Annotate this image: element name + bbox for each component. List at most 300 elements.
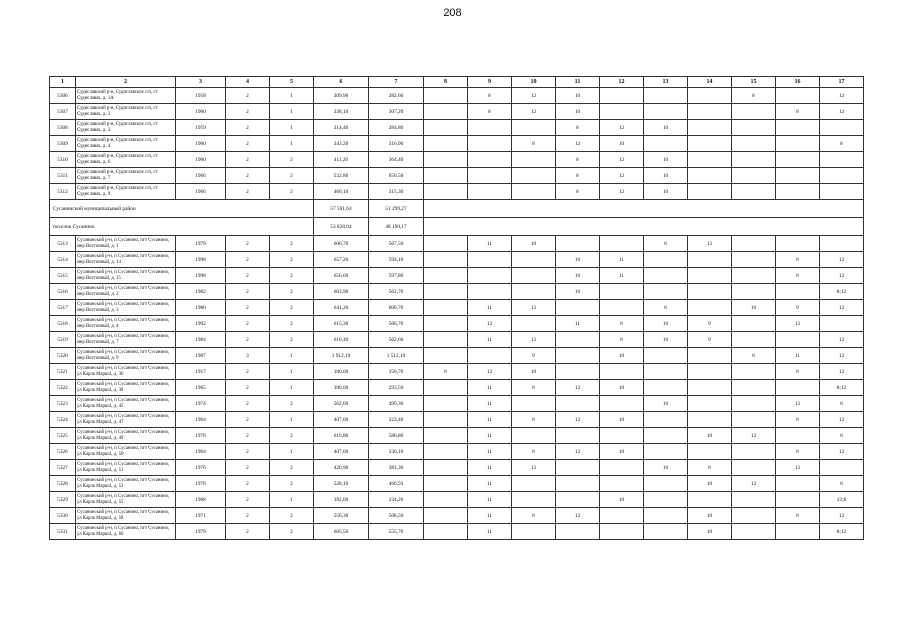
table-cell [688,492,732,508]
table-cell: 10 [688,428,732,444]
table-cell [424,428,468,444]
table-cell: 12 [732,476,776,492]
column-header: 12 [600,77,644,88]
table-cell [732,104,776,120]
table-cell: 5312 [50,184,76,200]
table-cell: 12 [820,348,864,364]
table-cell [512,252,556,268]
table-cell [776,332,820,348]
table-cell: 597,80 [369,268,424,284]
table-cell [776,492,820,508]
table-cell: 12 [468,364,512,380]
table-row [50,524,864,540]
table-cell: 2 [270,236,314,252]
table-cell: 12 [512,332,556,348]
table-cell [776,524,820,540]
table-cell [424,252,468,268]
table-cell: 1982 [176,284,226,300]
table-cell [600,476,644,492]
table-cell [644,412,688,428]
table-cell [688,152,732,168]
table-cell: 603,90 [314,284,369,300]
table-cell: 600,70 [369,300,424,316]
table-cell [644,444,688,460]
table-cell [820,184,864,200]
table-cell: 8 [556,168,600,184]
table-cell: 2 [270,168,314,184]
table-cell: 11 [468,508,512,524]
table-cell [424,152,468,168]
table-cell [424,476,468,492]
table-cell: 8 [556,184,600,200]
table-cell: 8 [688,460,732,476]
table-cell: 2 [226,268,270,284]
table-cell [732,508,776,524]
table-cell [688,444,732,460]
table-row [50,508,864,524]
table-cell [732,444,776,460]
table-row [50,492,864,508]
table-cell [688,168,732,184]
address-cell: Сусанинский р-н, п Сусанино, пгт Сусанино, ул Карла Маркса, д. 58 [76,508,176,524]
table-cell [424,136,468,152]
table-cell [644,104,688,120]
address-cell: Судиславский р-н, Судиславское с/п, ст Судиславль, д. 9 [76,184,176,200]
registry-table [49,76,864,540]
table-cell [512,268,556,284]
address-cell: Сусанинский р-н, п Сусанино, пгт Сусанино, мкр Восточный, д. 2 [76,284,176,300]
table-cell: 5328 [50,476,76,492]
table-cell: 5320 [50,348,76,364]
table-cell: 12;8 [820,492,864,508]
table-cell: 8 [424,364,468,380]
table-row [50,460,864,476]
table-cell [556,236,600,252]
table-cell: 330,10 [369,444,424,460]
table-cell: 1 [270,444,314,460]
table-cell [732,184,776,200]
table-cell [732,492,776,508]
column-header: 1 [50,77,76,88]
table-row [50,252,864,268]
table-cell: 5308 [50,120,76,136]
table-row [50,104,864,120]
table-cell [688,396,732,412]
table-cell: 1964 [176,444,226,460]
table-cell: 605,50 [314,524,369,540]
table-cell: 10 [556,252,600,268]
table-cell: 12 [732,428,776,444]
table-cell: 5321 [50,364,76,380]
table-cell: 381,30 [369,460,424,476]
table-cell [424,444,468,460]
table-cell: 1 [270,348,314,364]
table-cell: 11 [468,412,512,428]
table-cell: 390,00 [314,380,369,396]
table-cell [468,252,512,268]
table-cell: 2 [226,236,270,252]
column-header: 8 [424,77,468,88]
table-cell: 10 [600,380,644,396]
table-cell: 8 [732,348,776,364]
table-cell: 5326 [50,444,76,460]
table-cell: 5317 [50,300,76,316]
column-header: 4 [226,77,270,88]
table-cell: 156,70 [369,364,424,380]
table-cell: 2 [226,252,270,268]
table-cell [688,364,732,380]
table-cell: 11 [556,316,600,332]
table-cell: 10 [644,152,688,168]
table-cell [644,268,688,284]
table-cell: 12 [820,104,864,120]
table-cell: 1 [270,88,314,104]
table-cell: 316,90 [369,136,424,152]
table-cell [776,168,820,184]
table-cell: 284,80 [369,120,424,136]
address-cell: Сусанинский р-н, п Сусанино, пгт Сусанино, мкр Восточный, д. 7 [76,332,176,348]
table-cell: 2 [270,184,314,200]
table-row [50,348,864,364]
table-cell: 10 [556,104,600,120]
table-cell [512,428,556,444]
summary-area-living: 51 299,27 [369,200,424,218]
table-cell [688,252,732,268]
table-cell: 10 [600,412,644,428]
table-cell: 5329 [50,492,76,508]
address-cell: Сусанинский р-н, п Сусанино, пгт Сусанино, ул Карла Маркса, д. 47 [76,412,176,428]
table-cell: 8 [644,300,688,316]
table-cell [556,300,600,316]
summary-label: Сусанинский муниципальный район [50,200,314,218]
table-cell [732,252,776,268]
table-cell: 364,40 [369,152,424,168]
table-cell: 10 [512,236,556,252]
table-cell: 10 [600,444,644,460]
table-cell: 5323 [50,396,76,412]
table-cell [512,152,556,168]
table-cell [644,380,688,396]
table-cell [820,460,864,476]
table-cell: 8 [820,428,864,444]
table-cell: 1 [270,104,314,120]
table-cell: 1998 [176,252,226,268]
table-cell [732,332,776,348]
table-cell [776,120,820,136]
table-cell: 2 [270,284,314,300]
table-cell: 2 [226,444,270,460]
table-cell: 8 [468,104,512,120]
table-cell: 8 [820,396,864,412]
address-cell: Судиславский р-н, Судиславское с/п, ст Судиславль, д. 2 [76,104,176,120]
table-row [50,152,864,168]
table-cell: 10 [512,364,556,380]
table-cell: 8 [776,268,820,284]
table-cell [776,428,820,444]
table-cell: 528,10 [314,476,369,492]
table-cell: 5330 [50,508,76,524]
table-cell [512,396,556,412]
table-cell [424,268,468,284]
table-cell [776,136,820,152]
table-cell [732,412,776,428]
address-cell: Сусанинский р-н, п Сусанино, пгт Сусанино, мкр Восточный, д. 1 [76,236,176,252]
table-cell: 10 [688,476,732,492]
table-cell: 11 [468,236,512,252]
table-cell: 5316 [50,284,76,300]
table-cell [600,88,644,104]
table-cell: 657,20 [314,252,369,268]
table-cell: 12 [600,184,644,200]
table-cell [468,136,512,152]
table-cell: 2 [226,332,270,348]
table-row [50,316,864,332]
table-cell [468,168,512,184]
table-cell [688,120,732,136]
table-cell [820,168,864,184]
table-cell: 282,60 [369,88,424,104]
table-cell: 606,70 [314,236,369,252]
table-cell [468,184,512,200]
table-cell: 12 [820,300,864,316]
table-cell: 2 [226,300,270,316]
table-cell [556,460,600,476]
table-cell: 1966 [176,184,226,200]
column-header: 7 [369,77,424,88]
address-cell: Сусанинский р-н, п Сусанино, пгт Сусанино, ул Карла Маркса, д. 36 [76,364,176,380]
table-cell: 567,50 [369,236,424,252]
table-cell: 392,00 [314,492,369,508]
table-cell: 2 [226,524,270,540]
table-cell [424,412,468,428]
table-cell [688,284,732,300]
column-header: 10 [512,77,556,88]
address-cell: Сусанинский р-н, п Сусанино, пгт Сусанино, ул Карла Маркса, д. 55 [76,492,176,508]
table-cell: 2 [226,136,270,152]
table-cell: 2 [270,252,314,268]
table-cell: 5327 [50,460,76,476]
column-header: 15 [732,77,776,88]
table-cell: 5322 [50,380,76,396]
table-cell [424,508,468,524]
table-cell: 2 [270,428,314,444]
table-cell: 8 [600,316,644,332]
table-cell [820,120,864,136]
table-cell: 8 [512,380,556,396]
table-cell: 12 [820,268,864,284]
address-cell: Судиславский р-н, Судиславское с/п, ст Судиславль, д. 1А [76,88,176,104]
table-cell: 1980 [176,300,226,316]
address-cell: Сусанинский р-н, п Сусанино, пгт Сусанино, мкр Восточный, д. 15 [76,268,176,284]
table-row [50,364,864,380]
table-cell: 8 [776,508,820,524]
table-cell: 1960 [176,136,226,152]
table-cell: 1965 [176,380,226,396]
table-cell [424,524,468,540]
table-cell [688,184,732,200]
address-cell: Сусанинский р-н, п Сусанино, пгт Сусанино, ул Карла Маркса, д. 53 [76,476,176,492]
table-cell: 12 [776,396,820,412]
table-cell: 180,00 [314,364,369,380]
table-cell: 234,20 [369,492,424,508]
table-cell: 499,30 [369,396,424,412]
table-cell: 11 [468,380,512,396]
table-cell: 343,20 [314,136,369,152]
table-cell: 10 [600,348,644,364]
table-cell [424,492,468,508]
address-cell: Сусанинский р-н, п Сусанино, пгт Сусанино, ул Карла Маркса, д. 38 [76,380,176,396]
table-cell: 5319 [50,332,76,348]
table-cell: 1 [270,492,314,508]
table-cell [688,88,732,104]
table-cell: 1984 [176,332,226,348]
column-header: 13 [644,77,688,88]
table-cell [644,428,688,444]
table-cell: 1 [270,364,314,380]
table-cell: 5307 [50,104,76,120]
table-cell [424,300,468,316]
address-cell: Сусанинский р-н, п Сусанино, пгт Сусанино, мкр Восточный, д. 14 [76,252,176,268]
table-cell [424,236,468,252]
table-cell [644,136,688,152]
table-cell: 2 [226,364,270,380]
table-cell [644,348,688,364]
table-cell: 5313 [50,236,76,252]
table-cell: 1987 [176,348,226,364]
table-cell [556,476,600,492]
table-cell: 656,60 [314,268,369,284]
table-cell: 8 [468,88,512,104]
table-cell [776,284,820,300]
table-cell: 10 [556,88,600,104]
table-cell: 10 [556,268,600,284]
table-cell: 12 [776,460,820,476]
table-row [50,236,864,252]
table-cell: 12 [512,300,556,316]
table-cell: 407,00 [314,444,369,460]
table-cell: 5314 [50,252,76,268]
summary-area-living: 48 190,17 [369,218,424,236]
table-cell [468,284,512,300]
table-cell: 1992 [176,316,226,332]
table-cell: 2 [226,396,270,412]
column-header: 11 [556,77,600,88]
table-cell: 2 [270,524,314,540]
address-cell: Сусанинский р-н, п Сусанино, пгт Сусанино, мкр Восточный, д. 9 [76,348,176,364]
table-row [50,168,864,184]
table-cell: 12 [556,444,600,460]
table-cell [600,236,644,252]
table-cell: 10 [600,136,644,152]
table-cell [424,184,468,200]
summary-area-total: 57 591,64 [314,200,369,218]
table-cell: 2 [226,428,270,444]
table-cell [512,168,556,184]
table-cell [732,460,776,476]
table-cell: 616,80 [314,428,369,444]
table-cell: 10 [644,460,688,476]
table-cell [732,364,776,380]
table-row [50,476,864,492]
table-cell: 11 [468,492,512,508]
table-row [50,300,864,316]
table-cell: 12 [600,120,644,136]
table-cell: 12 [776,316,820,332]
table-cell: 11 [600,268,644,284]
table-cell: 555,70 [369,524,424,540]
address-cell: Судиславский р-н, Судиславское с/п, ст Судиславль, д. 3 [76,120,176,136]
table-cell [776,152,820,168]
table-cell: 9 [688,316,732,332]
table-cell [600,428,644,444]
table-cell [512,476,556,492]
table-cell [644,284,688,300]
table-cell: 562,60 [314,396,369,412]
table-cell [424,104,468,120]
table-cell: 420,90 [314,460,369,476]
table-cell [556,396,600,412]
table-cell: 5331 [50,524,76,540]
table-cell: 650,50 [369,168,424,184]
table-cell: 2 [270,396,314,412]
table-cell: 11 [468,300,512,316]
table-cell [512,524,556,540]
table-row [50,268,864,284]
table-cell: 8 [556,152,600,168]
table-row [50,120,864,136]
table-cell: 11 [468,428,512,444]
table-cell: 615,30 [314,316,369,332]
table-cell [732,236,776,252]
table-cell [556,492,600,508]
table-cell: 8 [776,364,820,380]
table-cell [512,120,556,136]
table-cell: 5310 [50,152,76,168]
table-cell: 5324 [50,412,76,428]
table-row [50,444,864,460]
table-cell [556,332,600,348]
table-cell [468,152,512,168]
table-cell [820,152,864,168]
table-cell: 594,10 [369,252,424,268]
table-cell [424,380,468,396]
table-cell: 10 [688,508,732,524]
table-cell: 12 [512,88,556,104]
table-cell: 11 [600,252,644,268]
table-row [50,332,864,348]
table-cell [732,316,776,332]
table-cell: 2 [270,152,314,168]
table-cell: 562,60 [369,332,424,348]
table-cell: 11 [468,476,512,492]
table-cell [644,508,688,524]
table-cell: 5309 [50,136,76,152]
table-cell: 2 [226,88,270,104]
table-cell: 1964 [176,412,226,428]
table-cell: 1 912,10 [314,348,369,364]
table-cell: 5325 [50,428,76,444]
table-cell: 411,20 [314,152,369,168]
address-cell: Судиславский р-н, Судиславское с/п, ст Судиславль, д. 6 [76,152,176,168]
table-cell: 8 [556,120,600,136]
table-cell [600,300,644,316]
table-cell: 11 [468,460,512,476]
table-cell [600,396,644,412]
page-number: 208 [443,7,462,19]
table-cell [776,88,820,104]
table-cell [556,364,600,380]
table-cell: 307,20 [369,104,424,120]
